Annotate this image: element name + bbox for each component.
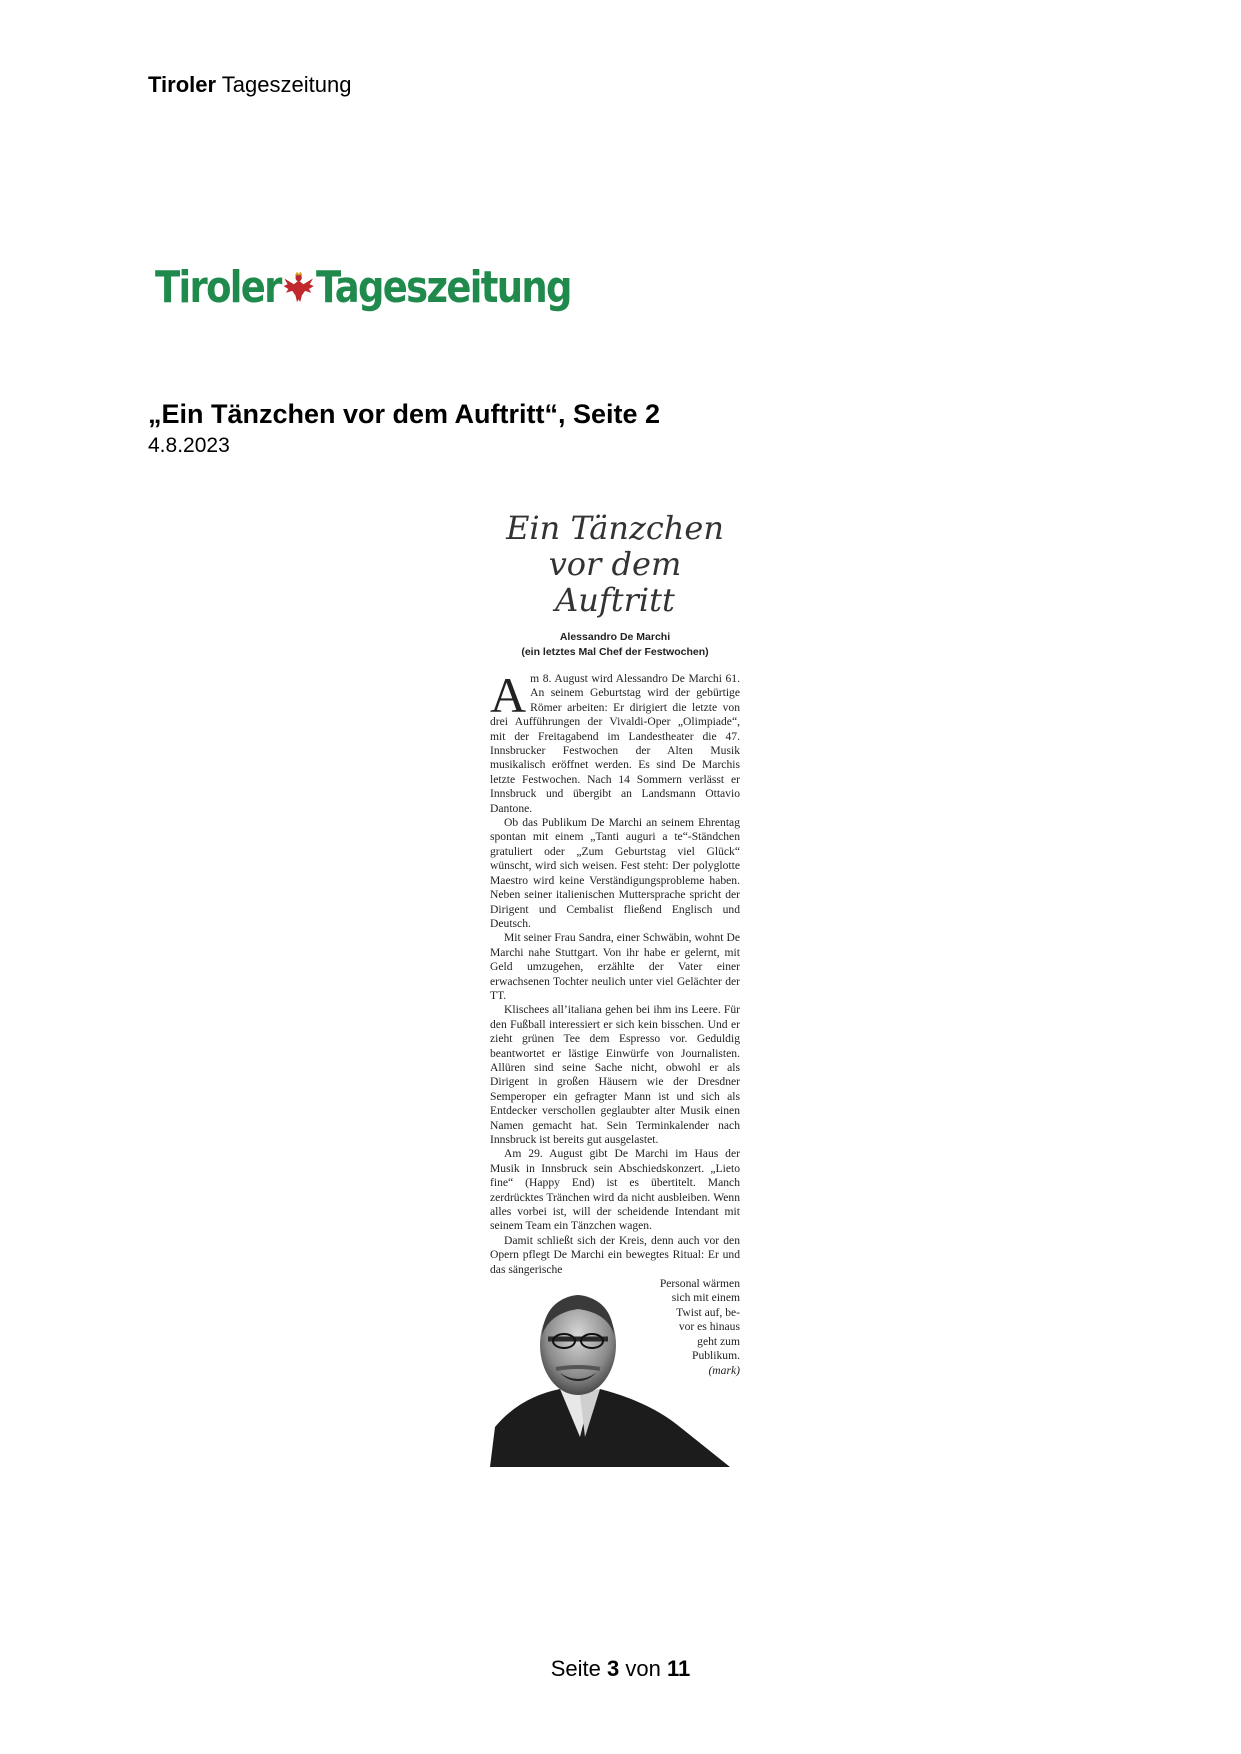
article-body [490,667,740,1277]
headline-line: vor dem [548,545,682,583]
header-brand [148,72,351,98]
logo-left-word: Tiroler [155,262,281,313]
tail-line: vor es hinaus [678,1320,740,1334]
tail-line: Publikum. [692,1349,740,1363]
header-brand-bold: Tiroler [148,72,217,97]
newspaper-logo [155,262,571,313]
article-tail [635,1277,740,1378]
article-subline [490,630,740,660]
tail-line: geht zum [697,1334,740,1348]
article-paragraph: Ob das Publikum De Marchi an seinem Ehrentag spontan mit einem „Tanti auguri a te“-Ständchen gratuliert oder „Zum Geburtstag viel Glück“ wünscht, wird sich weisen. Fest steht: Der polyglotte Maestro wird keine Verständigungsprobleme haben. Neben seiner italienischen Muttersprache spricht der Dirigent und Cembalist fließend Englisch und Deutsch. [490,816,740,930]
publication-date: 4.8.2023 [148,434,230,457]
tail-line: Personal wärmen [659,1277,740,1291]
header-brand-regular: Tageszeitung [221,72,352,97]
headline-line: Ein Tänzchen [506,509,724,547]
footer-prefix: Seite [550,1656,601,1681]
headline-line: Auftritt [555,581,675,619]
tail-line: sich mit einem [671,1291,740,1305]
footer-page-number: 3 [607,1656,620,1681]
footer-total-pages: 11 [667,1656,691,1681]
tyrolean-eagle-icon [282,271,314,305]
article-paragraph: Klischees all’italiana gehen bei ihm ins Leere. Für den Fußball interessiert er sich kein bisschen. Und er zieht grünen Tee dem Espresso vor. Geduldig beantwortet er lästige Einwürfe von Journalisten. Allüren sind seine Sache nicht, obwohl er als Dirigent in großen Häusern wie der Dresdner Semperoper ein gefragter Mann ist und sich als Entdecker verschollen geglaubter alter Musik einen Namen gemacht hat. Sein Terminkalender nach Innsbruck ist bereits gut ausgelastet. [490,1003,740,1146]
page-title: „Ein Tänzchen vor dem Auftritt“, Seite 2 [148,399,661,429]
article-paragraph: Am 29. August gibt De Marchi im Haus der Musik in Innsbruck sein Abschiedskonzert. „Lieto fine“ (Happy End) ist es übertitelt. Manch zerdrücktes Tränchen wird da nicht ausbleiben. Wenn alles vorbei ist, will der scheidende Intendant mit seinem Team ein Tänzchen wagen. [490,1147,740,1233]
subline-name: Alessandro De Marchi [559,631,671,643]
logo-right-word: Tageszeitung [315,262,571,313]
article-paragraph: Am 8. August wird Alessandro De Marchi 61. An seinem Geburtstag wird der gebürtige Römer arbeiten: Er dirigiert die letzte von drei Aufführungen der Vivaldi-Oper „Olimpiade“, mit der Freitagabend im Landestheater die 47. Innsbrucker Festwochen der Alten Musik musikalisch eröffnet werden. Es sind De Marchis letzte Festwochen. Nach 14 Sommern verlässt er Innsbruck und übergibt an Landsmann Ottavio Dantone. [490,667,740,815]
page-footer [0,1656,1241,1682]
footer-middle: von [625,1656,661,1681]
article-author: (mark) [708,1363,740,1377]
article-clipping [490,510,740,1477]
tail-line: Twist auf, be- [676,1305,740,1319]
article-headline [490,510,740,618]
article-paragraph: Mit seiner Frau Sandra, einer Schwäbin, wohnt De Marchi nahe Stuttgart. Von ihr habe er gelernt, mit Geld umzugehen, erzählte der Vater einer erwachsenen Tochter neulich unter viel Gelächter der TT. [490,931,740,1002]
dropcap: A [490,667,527,723]
article-paragraph: Damit schließt sich der Kreis, denn auch vor den Opern pflegt De Marchi ein bewegtes Ritual: Er und das sängerische [490,1233,740,1276]
article-lower [490,1277,740,1477]
subline-role: (ein letztes Mal Chef der Festwochen) [521,646,709,658]
